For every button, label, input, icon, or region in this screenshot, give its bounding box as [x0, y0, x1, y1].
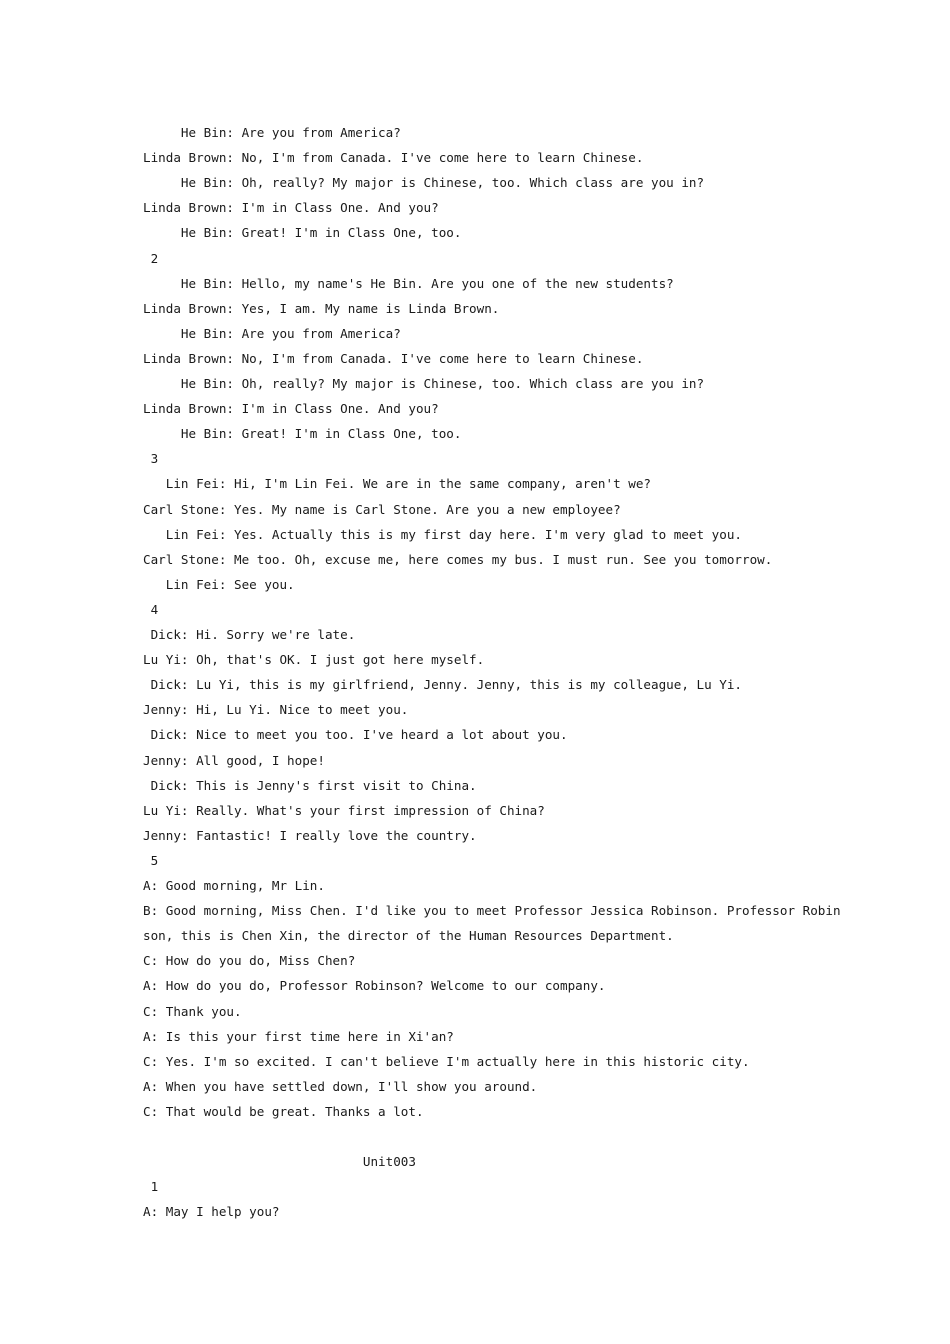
text-line: A: Is this your first time here in Xi'an?: [143, 1028, 454, 1044]
text-line: C: How do you do, Miss Chen?: [143, 953, 356, 969]
text-line: He Bin: Hello, my name's He Bin. Are you one of the new students?: [143, 275, 674, 291]
text-line: Unit003: [143, 1154, 416, 1170]
text-line: He Bin: Great! I'm in Class One, too.: [143, 225, 462, 241]
text-line: Linda Brown: I'm in Class One. And you?: [143, 200, 439, 216]
text-line: Lin Fei: Yes. Actually this is my first day here. I'm very glad to meet you.: [143, 526, 742, 542]
text-line: A: When you have settled down, I'll show you around.: [143, 1078, 538, 1094]
text-line: Linda Brown: Yes, I am. My name is Linda Brown.: [143, 300, 500, 316]
text-line: 2: [143, 250, 159, 266]
text-line: A: Good morning, Mr Lin.: [143, 878, 325, 893]
text-line: Jenny: Hi, Lu Yi. Nice to meet you.: [143, 702, 409, 718]
text-line: Lu Yi: Oh, that's OK. I just got here myself.: [143, 652, 485, 668]
text-line: He Bin: Oh, really? My major is Chinese, too. Which class are you in?: [143, 175, 705, 191]
text-line: B: Good morning, Miss Chen. I'd like you to meet Professor Jessica Robinson. Professor Robin: [143, 903, 841, 919]
text-line: C: Yes. I'm so excited. I can't believe I'm actually here in this historic city.: [143, 1053, 750, 1069]
text-line: 4: [143, 601, 159, 617]
text-line: He Bin: Oh, really? My major is Chinese, too. Which class are you in?: [143, 376, 705, 391]
text-line: Dick: Hi. Sorry we're late.: [143, 627, 356, 642]
text-line: Dick: This is Jenny's first visit to China.: [143, 777, 477, 793]
text-line: 1: [143, 1179, 159, 1195]
text-line: Dick: Lu Yi, this is my girlfriend, Jenny. Jenny, this is my colleague, Lu Yi.: [143, 677, 742, 693]
text-line: Carl Stone: Me too. Oh, excuse me, here comes my bus. I must run. See you tomorrow.: [143, 551, 773, 567]
text-line: 3: [143, 451, 159, 467]
text-line: Dick: Nice to meet you too. I've heard a lot about you.: [143, 727, 568, 743]
text-line: C: That would be great. Thanks a lot.: [143, 1103, 424, 1119]
text-line: Jenny: Fantastic! I really love the country.: [143, 827, 477, 843]
text-line: A: May I help you?: [143, 1204, 280, 1220]
text-line: Carl Stone: Yes. My name is Carl Stone. Are you a new employee?: [143, 501, 621, 517]
text-line: C: Thank you.: [143, 1003, 242, 1019]
text-line: He Bin: Are you from America?: [143, 125, 401, 140]
text-line: Lin Fei: See you.: [143, 576, 295, 592]
text-line: Linda Brown: No, I'm from Canada. I've come here to learn Chinese.: [143, 350, 644, 366]
text-line: He Bin: Are you from America?: [143, 325, 401, 341]
text-line: Lu Yi: Really. What's your first impression of China?: [143, 802, 545, 818]
text-line: A: How do you do, Professor Robinson? Welcome to our company.: [143, 978, 606, 994]
text-line: son, this is Chen Xin, the director of the Human Resources Department.: [143, 928, 674, 944]
text-line: 5: [143, 852, 159, 868]
text-line: Lin Fei: Hi, I'm Lin Fei. We are in the same company, aren't we?: [143, 476, 651, 492]
text-line: Linda Brown: I'm in Class One. And you?: [143, 401, 439, 417]
text-line: Jenny: All good, I hope!: [143, 752, 325, 768]
text-line: He Bin: Great! I'm in Class One, too.: [143, 426, 462, 442]
text-line: Linda Brown: No, I'm from Canada. I've come here to learn Chinese.: [143, 150, 644, 166]
